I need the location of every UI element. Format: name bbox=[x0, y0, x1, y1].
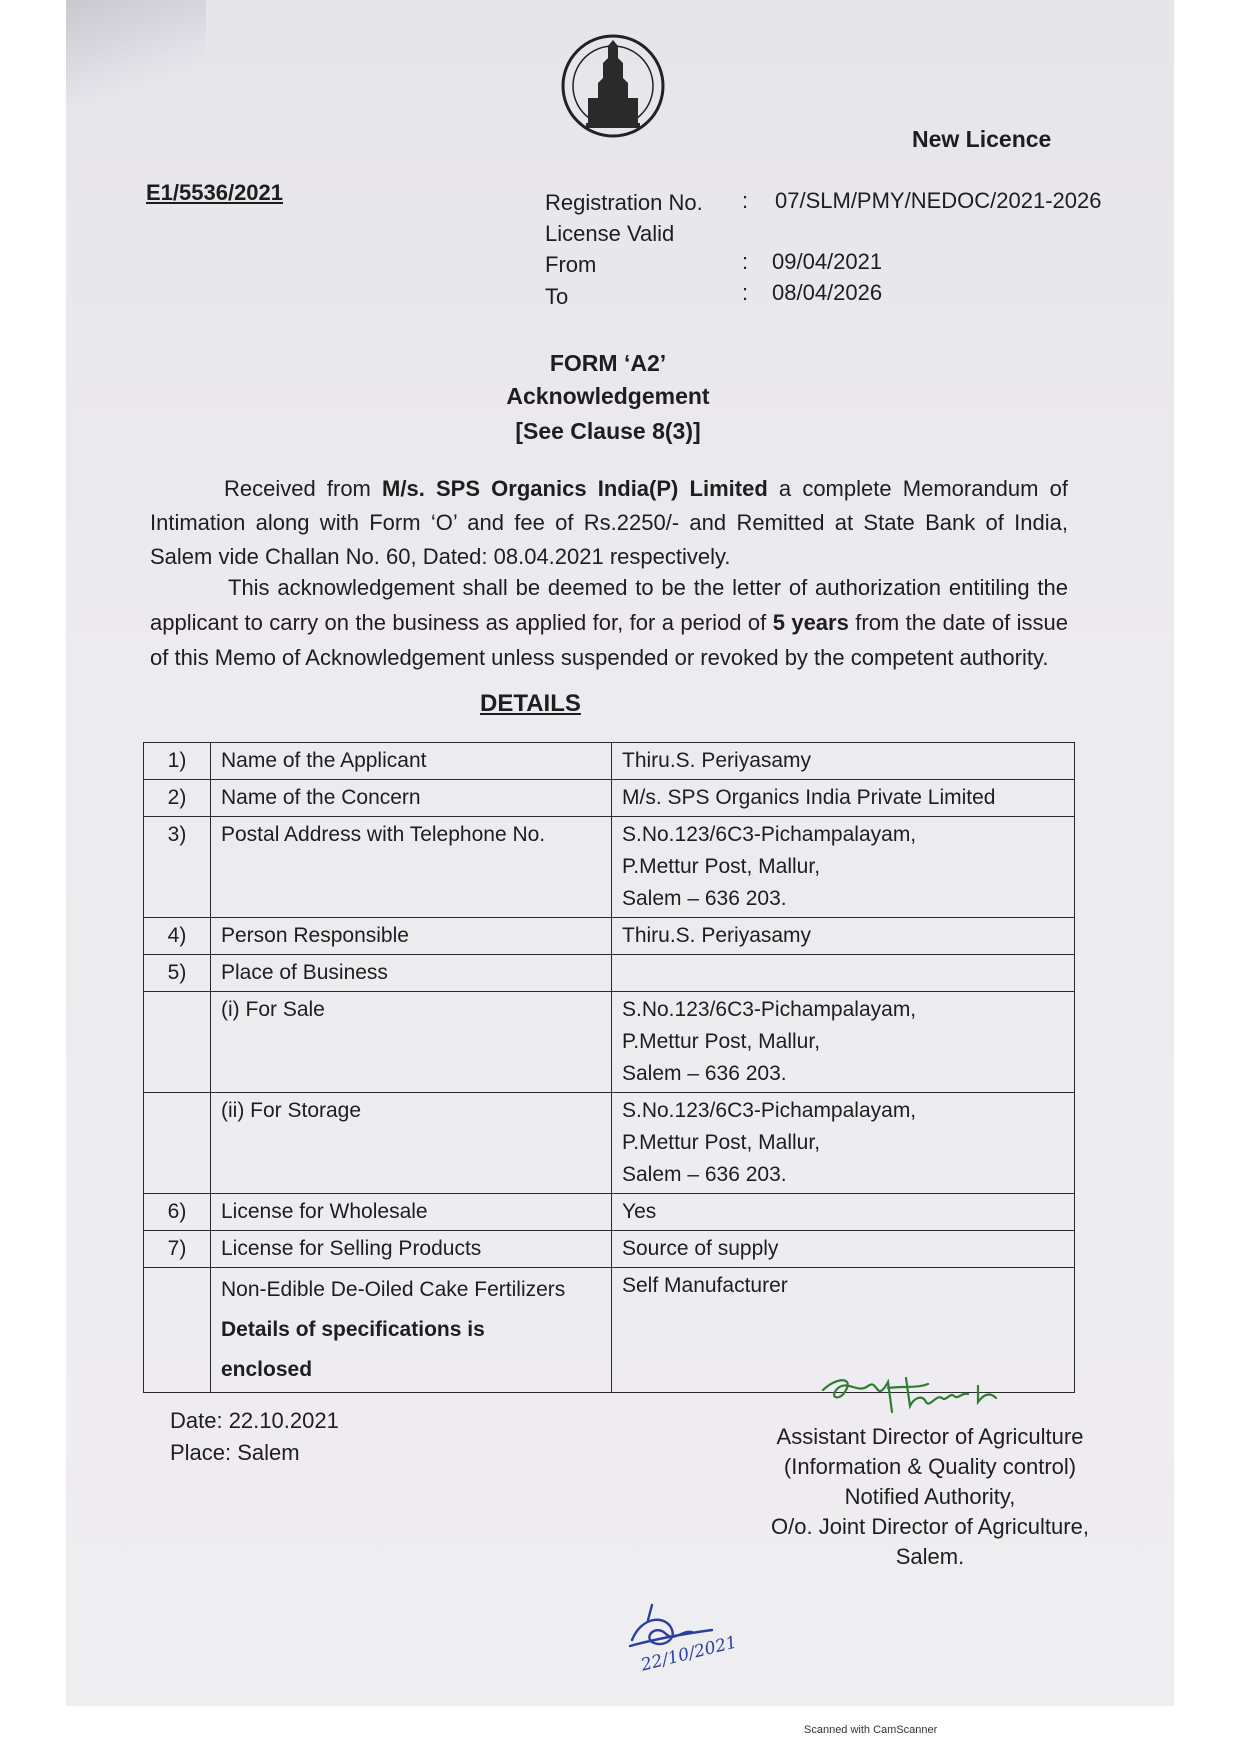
signatory-place: Salem. bbox=[895, 1544, 965, 1569]
address-line: P.Mettur Post, Mallur, bbox=[622, 1030, 821, 1053]
row-number: 7) bbox=[144, 1231, 211, 1268]
row-number bbox=[144, 1268, 211, 1393]
paragraph-received bbox=[150, 472, 1068, 574]
row-label: (i) For Sale bbox=[211, 992, 612, 1093]
company-name: M/s. SPS Organics India(P) Limited bbox=[382, 476, 768, 501]
row-value bbox=[612, 955, 1075, 992]
address-line: Salem – 636 203. bbox=[622, 1062, 787, 1085]
form-title: FORM ‘A2’ bbox=[549, 350, 667, 376]
p1-text-b: a complete Memorandum of Intimation along with Form ‘O’ and fee of Rs.2250/- and Remitted at State Bank of India, Salem vide Challan No. 60, Dated: 08.04.2021 respectively. bbox=[150, 476, 1068, 569]
details-heading: DETAILS bbox=[480, 690, 581, 717]
row-label: (ii) For Storage bbox=[211, 1093, 612, 1194]
scanner-watermark: Scanned with CamScanner bbox=[804, 1724, 938, 1736]
table-row bbox=[144, 817, 1075, 918]
state-emblem-seal bbox=[558, 28, 668, 148]
row-number: 3) bbox=[144, 817, 211, 918]
signatory-title: Assistant Director of Agriculture bbox=[776, 1424, 1084, 1449]
row-value bbox=[612, 817, 1075, 918]
license-valid-label: License Valid bbox=[545, 221, 675, 246]
row-label: Place of Business bbox=[211, 955, 612, 992]
table-row bbox=[144, 1093, 1075, 1194]
table-row bbox=[144, 1194, 1075, 1231]
initial-date: 22/10/2021 bbox=[639, 1632, 739, 1676]
table-row bbox=[144, 955, 1075, 992]
row-label: Postal Address with Telephone No. bbox=[211, 817, 612, 918]
paragraph-authorization bbox=[150, 570, 1068, 675]
p2-text-b: from the date of issue of this Memo of Acknowledgement unless suspended or revoked by the competent authority. bbox=[150, 610, 1068, 670]
to-label: To bbox=[545, 284, 569, 309]
table-row bbox=[144, 780, 1075, 817]
table-row bbox=[144, 743, 1075, 780]
signatory-office: O/o. Joint Director of Agriculture, bbox=[771, 1514, 1089, 1539]
p2-text-a: This acknowledgement shall be deemed to be the letter of authorization entitiling the applicant to carry on the business as applied for, for a period of bbox=[150, 575, 1068, 635]
address-line: Salem – 636 203. bbox=[622, 1163, 787, 1186]
row-value: Self Manufacturer bbox=[612, 1268, 1075, 1393]
table-row bbox=[144, 992, 1075, 1093]
row-label: Name of the Concern bbox=[211, 780, 612, 817]
row-number: 1) bbox=[144, 743, 211, 780]
specifications-note: enclosed bbox=[221, 1358, 313, 1381]
acknowledgement-title: Acknowledgement bbox=[506, 383, 710, 409]
page-shadow bbox=[66, 0, 206, 110]
row-number: 5) bbox=[144, 955, 211, 992]
address-line: S.No.123/6C3-Pichampalayam, bbox=[622, 998, 917, 1021]
row-value bbox=[612, 1093, 1075, 1194]
row-value: Thiru.S. Periyasamy bbox=[612, 743, 1075, 780]
row-number bbox=[144, 1093, 211, 1194]
details-table bbox=[143, 742, 1075, 1393]
clause-reference: [See Clause 8(3)] bbox=[515, 418, 701, 444]
row-label: License for Wholesale bbox=[211, 1194, 612, 1231]
issue-place: Place: Salem bbox=[170, 1440, 300, 1465]
registration-label: Registration No. bbox=[545, 190, 703, 215]
officer-signature bbox=[818, 1368, 1018, 1418]
row-label: License for Selling Products bbox=[211, 1231, 612, 1268]
row-label bbox=[211, 1268, 612, 1393]
colon: : bbox=[742, 280, 749, 305]
file-number: E1/5536/2021 bbox=[146, 180, 284, 205]
specifications-note: Details of specifications is bbox=[221, 1318, 485, 1341]
colon: : bbox=[742, 188, 749, 213]
signatory-division: (Information & Quality control) bbox=[783, 1454, 1077, 1479]
product-name: Non-Edible De-Oiled Cake Fertilizers bbox=[221, 1278, 566, 1301]
signature-block bbox=[650, 1422, 1210, 1572]
address-line: Salem – 636 203. bbox=[622, 887, 787, 910]
row-number: 6) bbox=[144, 1194, 211, 1231]
from-date: 09/04/2021 bbox=[772, 249, 883, 274]
to-date: 08/04/2026 bbox=[772, 280, 883, 305]
address-line: P.Mettur Post, Mallur, bbox=[622, 855, 821, 878]
issue-date: Date: 22.10.2021 bbox=[170, 1408, 339, 1433]
licence-type: New Licence bbox=[912, 126, 1052, 152]
validity-period: 5 years bbox=[772, 610, 849, 635]
row-value: Source of supply bbox=[612, 1231, 1075, 1268]
row-label: Name of the Applicant bbox=[211, 743, 612, 780]
row-value: Yes bbox=[612, 1194, 1075, 1231]
row-number: 2) bbox=[144, 780, 211, 817]
address-line: S.No.123/6C3-Pichampalayam, bbox=[622, 823, 917, 846]
from-label: From bbox=[545, 252, 597, 277]
p1-text-a: Received from bbox=[224, 476, 383, 501]
address-line: S.No.123/6C3-Pichampalayam, bbox=[622, 1099, 917, 1122]
address-line: P.Mettur Post, Mallur, bbox=[622, 1131, 821, 1154]
table-row bbox=[144, 918, 1075, 955]
colon: : bbox=[742, 249, 749, 274]
row-number bbox=[144, 992, 211, 1093]
signatory-authority: Notified Authority, bbox=[844, 1484, 1016, 1509]
registration-value: 07/SLM/PMY/NEDOC/2021-2026 bbox=[775, 188, 1102, 213]
row-label: Person Responsible bbox=[211, 918, 612, 955]
row-value: M/s. SPS Organics India Private Limited bbox=[612, 780, 1075, 817]
table-row bbox=[144, 1231, 1075, 1268]
row-value bbox=[612, 992, 1075, 1093]
row-value: Thiru.S. Periyasamy bbox=[612, 918, 1075, 955]
row-number: 4) bbox=[144, 918, 211, 955]
